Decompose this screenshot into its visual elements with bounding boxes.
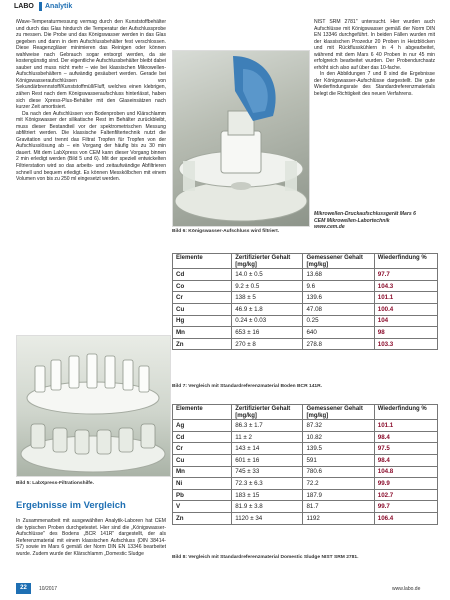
table-row [173,489,438,501]
recovery-cell: 104.8 [374,466,437,478]
certified-cell: 653 ± 16 [232,327,303,339]
certified-cell: 72.3 ± 6.3 [232,478,303,490]
measured-cell: 72.2 [303,478,374,490]
element-cell: Cr [173,292,232,304]
measured-cell: 1192 [303,512,374,524]
issue-date: 10/2017 [39,586,58,592]
measured-cell: 780.6 [303,466,374,478]
measured-cell: 278.8 [303,338,374,350]
measured-cell: 10.82 [303,431,374,443]
header-element: Elemente [173,254,232,269]
certified-cell: 46.9 ± 1.8 [232,303,303,315]
element-cell: Cu [173,303,232,315]
recovery-cell: 104.3 [374,280,437,292]
page-number: 22 [16,583,31,594]
measured-cell: 0.25 [303,315,374,327]
recovery-cell: 101.1 [374,292,437,304]
table-row [173,292,438,304]
company-url: www.cem.de [314,224,345,230]
certified-cell: 270 ± 8 [232,338,303,350]
element-cell: Hg [173,315,232,327]
table-row [173,327,438,339]
paragraph: NIST SRM 2781" untersucht. Hier wurden auch Aufschlüsse mit Königswasser gemäß der Norm DIN EN 13346 durchgeführt. In beiden Fällen wurden mit der klassischen Prozedur 20 Proben in Heizblöcken und mit Rückflusskühlern in 4 h abgearbeitet, während mit dem Mars 6 40 Proben in nur 45 min erfolgreich bearbeitet wurden. Der Probendurchsatz erhöht sich also auf über das 10-fache. [314,19,435,71]
recovery-cell: 99.7 [374,501,437,513]
element-cell: Ni [173,478,232,490]
table-row [173,443,438,455]
table-row [173,478,438,490]
recovery-cell: 97.7 [374,269,437,281]
certified-cell: 183 ± 15 [232,489,303,501]
measured-cell: 139.6 [303,292,374,304]
element-cell: Co [173,280,232,292]
certified-cell: 9.2 ± 0.5 [232,280,303,292]
recovery-cell: 98.4 [374,454,437,466]
table-row [173,454,438,466]
product-info-box [314,211,439,231]
filtration-photo [172,50,310,227]
header-measured: Gemessener Gehalt [mg/kg] [303,405,374,420]
table-nist-srm2781 [172,404,438,525]
element-cell: Mn [173,466,232,478]
element-cell: Cu [173,454,232,466]
measured-cell: 187.9 [303,489,374,501]
element-cell: Pb [173,489,232,501]
table-header-row [173,405,438,420]
table-body [173,269,438,350]
certified-cell: 745 ± 33 [232,466,303,478]
element-cell: Ag [173,420,232,432]
certified-cell: 1120 ± 34 [232,512,303,524]
paragraph: In den Abbildungen 7 und 8 sind die Ergebnisse der Königswasser-Aufschlüsse dargestellt. Die gute Wiederfindungsrate des Standardreferenzmaterials belegt die Richtigkeit des neuen Verfahrens. [314,71,435,98]
figure-7-caption: Bild 7: Vergleich mit Standardreferenzmaterial Boden BCR 141R. [172,384,323,389]
element-cell: Cd [173,269,232,281]
certified-cell: 143 ± 14 [232,443,303,455]
recovery-cell: 99.9 [374,478,437,490]
measured-cell: 81.7 [303,501,374,513]
table-row [173,466,438,478]
measured-cell: 640 [303,327,374,339]
certified-cell: 14.0 ± 0.5 [232,269,303,281]
table-body [173,420,438,524]
table-row [173,431,438,443]
product-name: Mikrowellen-Druckaufschlussgerät Mars 6 [314,211,416,217]
certified-cell: 0.24 ± 0.03 [232,315,303,327]
figure-6-caption: Bild 6: Königswasser-Aufschluss wird filtriert. [172,229,280,234]
paragraph: Da nach den Aufschlüssen von Bodenproben und Klärschlamm mit Königswasser der silikatische Rest im Behälter zurückbleibt, muss dieser Bestandteil vor der spektrometrischen Messung abfiltriert werden. Die klassische Faltenfiltertechnik nutzt die Gravitation und trennt das Filtrat Tropfen für Tropfen von der Aufschlusslösung ab – ein Vorgang der häufig bis zu 30 min dauert. Mit dem LabXpress von CEM kann dieser Vorgang binnen 2 min erledigt werden (Bild 5 und 6). Mit der speziell entwickelten Filtrierstation wird so das arbeits- und zeitaufwändige Abfiltrieren schnell und bequem erledigt. Es können Messkölbchen mit einem Volumen von bis zu 250 ml eingesetzt werden. [16,110,166,183]
header-accent-bar [39,2,42,11]
element-cell: Zn [173,338,232,350]
table-row [173,303,438,315]
magazine-brand: LABO [14,3,34,10]
table-row [173,280,438,292]
table-header-row [173,254,438,269]
section-2-text [16,518,166,557]
measured-cell: 591 [303,454,374,466]
recovery-cell: 103.3 [374,338,437,350]
recovery-cell: 104 [374,315,437,327]
recovery-cell: 102.7 [374,489,437,501]
element-cell: Cr [173,443,232,455]
table-row [173,315,438,327]
certified-cell: 601 ± 16 [232,454,303,466]
element-cell: Zn [173,512,232,524]
labxpress-illustration [17,336,170,476]
column-1-text [16,19,166,183]
header-element: Elemente [173,405,232,420]
measured-cell: 13.68 [303,269,374,281]
recovery-cell: 101.1 [374,420,437,432]
recovery-cell: 98.4 [374,431,437,443]
certified-cell: 86.3 ± 1.7 [232,420,303,432]
filtration-illustration [173,51,309,226]
table-row [173,501,438,513]
table-row [173,512,438,524]
table-row [173,269,438,281]
measured-cell: 139.5 [303,443,374,455]
column-3-text [314,19,435,98]
certified-cell: 138 ± 5 [232,292,303,304]
recovery-cell: 98 [374,327,437,339]
paragraph: In Zusammenarbeit mit ausgewählten Analytik-Laboren hat CEM die typischen Proben durchgetestet. Hier sind die „Königswasser-Aufschlüsse" des Bodens „BCR 141R" dargestellt, der als Referenzmaterial mit einem klassischen Aufschluss (DIN 38414-S7) sowie im Mars 6 gemäß der Norm DIN EN 13346 bearbeitet wurde. Zudem wurde der Klärschlamm „Domestic Sludge [16,518,166,557]
certified-cell: 81.9 ± 3.8 [232,501,303,513]
header-certified: Zertifizierter Gehalt [mg/kg] [232,405,303,420]
certified-cell: 11 ± 2 [232,431,303,443]
paragraph: iWave-Temperaturmessung vermag durch den Kunststoffbehälter und durch das Glas hindurch die Temperatur der Aufschlussprobe zu messen. Die Probe und das Königswasser werden in das Glas gegeben und dann in dem Aufschlussbehälter fest verschlossen. Diese Reagenzgläser minimieren das Reinigen oder können wahlweise nach Gebrauch sogar entsorgt werden, da sie kostengünstig sind. Der eigentliche Aufschlussbehälter bleibt dabei sauber und muss nicht mehr – wie bei klassischen Mikrowellen-Aufschlussbehältern – aufwändig gesäubert werden. Gerade bei Königswasseraufschlüssen von Sekundärbrennstoff/Kunststoffmüll/Fluff, welches einen klebrigen, zähen Rest nach dem Königswasseraufschluss hinterlässt, haben sich diese Xpress-Plus-Behälter mit den Glaseinsätzen nach kurzer Zeit amortisiert. [16,19,166,111]
table-bcr141r [172,253,438,350]
element-cell: Mn [173,327,232,339]
section-label: Analytik [45,3,73,10]
recovery-cell: 100.4 [374,303,437,315]
page-header [0,0,450,14]
recovery-cell: 106.4 [374,512,437,524]
recovery-cell: 97.5 [374,443,437,455]
labxpress-photo [16,335,171,477]
header-recovery: Wiederfindung % [374,254,437,269]
table-row [173,338,438,350]
measured-cell: 47.08 [303,303,374,315]
table-row [173,420,438,432]
element-cell: V [173,501,232,513]
footer-url: www.labo.de [392,586,421,592]
element-cell: Cd [173,431,232,443]
measured-cell: 9.6 [303,280,374,292]
header-recovery: Wiederfindung % [374,405,437,420]
header-certified: Zertifizierter Gehalt [mg/kg] [232,254,303,269]
header-measured: Gemessener Gehalt [mg/kg] [303,254,374,269]
company-name: CEM Mikrowellen-Labortechnik [314,217,390,224]
measured-cell: 87.32 [303,420,374,432]
section-heading: Ergebnisse im Vergleich [16,500,126,511]
figure-5-caption: Bild 5: LabXpress-Filtrationshilfe. [16,481,94,486]
figure-8-caption: Bild 8: Vergleich mit Standardreferenzmaterial Domestic Sludge NIST SRM 2781. [172,555,359,560]
